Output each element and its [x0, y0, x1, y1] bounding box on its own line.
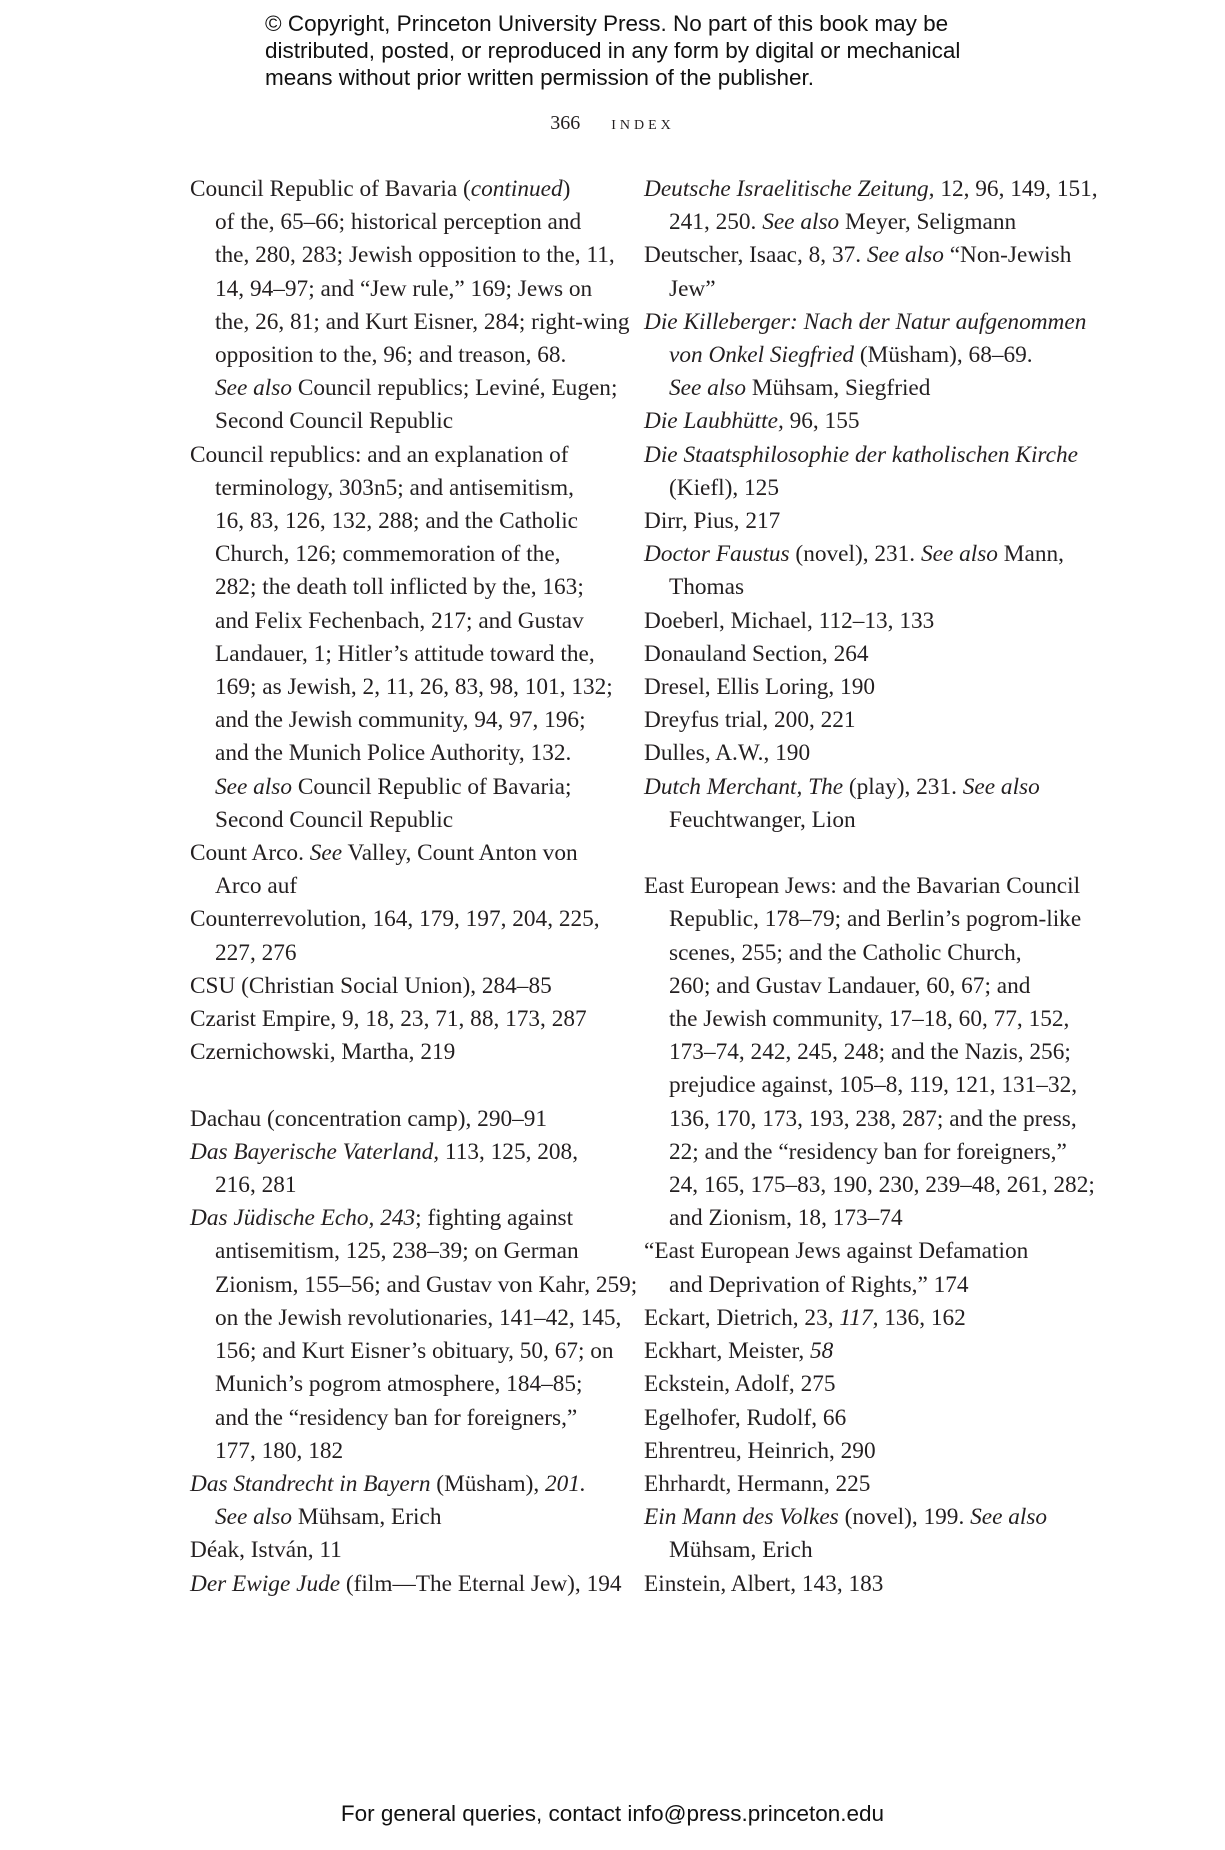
index-entry-line [644, 671, 1069, 704]
index-entry [644, 1302, 1069, 1335]
italic-text: Das Jüdische Echo, 243 [190, 1205, 416, 1232]
index-entry-continuation [190, 605, 610, 638]
italic-text: See also [866, 242, 944, 269]
index-entry [644, 1335, 1069, 1368]
entry-text: (Müsham), 68–69. [854, 342, 1033, 369]
entry-text: 173–74, 242, 245, 248; and the Nazis, 256; [669, 1039, 1071, 1066]
index-entry-continuation [190, 1501, 610, 1534]
entry-text: Mühsam, Siegfried [746, 375, 931, 402]
index-entry-continuation [644, 1202, 1069, 1235]
entry-text: 96, 155 [783, 408, 860, 435]
index-entry [644, 771, 1069, 837]
entry-text: 14, 94–97; and “Jew rule,” 169; Jews on [215, 275, 593, 302]
copyright-line: © Copyright, Princeton University Press. No part of this book may be [265, 11, 949, 36]
index-entry-line [644, 439, 1078, 472]
entry-text: (Kiefl), 125 [669, 474, 779, 501]
index-entry-line [644, 870, 1081, 903]
italic-text: Ein Mann des Volkes [644, 1504, 839, 1531]
entry-text: Church, 126; commemoration of the, [215, 541, 561, 568]
entry-text: and Zionism, 18, 173–74 [669, 1205, 903, 1232]
entry-text: Valley, Count Anton von [342, 840, 578, 867]
entry-text: and the Jewish community, 94, 97, 196; [215, 707, 586, 734]
index-entry-continuation [190, 1368, 610, 1401]
entry-text: Egelhofer, Rudolf, 66 [644, 1404, 847, 1431]
index-entry-continuation [644, 1269, 1069, 1302]
footer-contact: For general queries, contact info@press.princeton.edu [340, 1801, 885, 1826]
index-entry-continuation [190, 505, 610, 538]
index-entry-line [190, 1568, 622, 1601]
index-entry [190, 1103, 610, 1136]
index-entry [644, 173, 1098, 239]
italic-text: See also [920, 541, 998, 568]
index-entry [190, 1202, 638, 1468]
index-entry-line [644, 1335, 1069, 1368]
entry-text: (play), 231. [843, 773, 963, 800]
index-entry-line [190, 173, 610, 206]
entry-text: Thomas [669, 574, 745, 601]
italic-text: 201. [545, 1470, 586, 1497]
entry-text: and the Munich Police Authority, 132. [215, 740, 572, 767]
index-entry-continuation [644, 804, 1069, 837]
index-entry-line [644, 1302, 1069, 1335]
index-entry-line [644, 737, 1069, 770]
index-entry-line [644, 538, 1069, 571]
entry-text: Second Council Republic [215, 806, 454, 833]
index-entry-continuation [190, 306, 630, 339]
index-entry [644, 538, 1069, 604]
index-entry [644, 870, 1095, 1235]
index-entry-continuation [190, 571, 610, 604]
entry-text: “Non-Jewish [943, 242, 1072, 269]
index-entry-line [644, 306, 1087, 339]
entry-text: Mann, [997, 541, 1064, 568]
italic-text: See also [970, 1504, 1048, 1531]
index-entry-line [644, 1501, 1069, 1534]
italic-text: Der Ewige Jude [190, 1570, 341, 1597]
entry-text: prejudice against, 105–8, 119, 121, 131–32, [669, 1072, 1078, 1099]
index-entry-line [644, 605, 1069, 638]
entry-text: opposition to the, 96; and treason, 68. [215, 342, 567, 369]
index-entry [644, 1468, 1069, 1501]
index-entry-line [190, 903, 610, 936]
entry-text: antisemitism, 125, 238–39; on German [215, 1238, 579, 1265]
italic-text: See also [215, 375, 292, 402]
index-entry-line [190, 1202, 610, 1235]
entry-text: Mühsam, Erich [292, 1504, 442, 1531]
index-entry-line [644, 1368, 1069, 1401]
index-entry [644, 1368, 1069, 1401]
italic-text: See also [762, 209, 840, 236]
entry-text: and Deprivation of Rights,” 174 [669, 1271, 969, 1298]
italic-text: See also [669, 375, 746, 402]
italic-text: 117, [839, 1304, 879, 1331]
italic-text: See also [215, 1504, 292, 1531]
index-entry [644, 605, 1069, 638]
entry-text: Republic, 178–79; and Berlin’s pogrom-like [669, 906, 1082, 933]
index-entry-continuation [190, 1335, 614, 1368]
index-entry [190, 970, 610, 1003]
italic-text: von Onkel Siegfried [669, 342, 855, 369]
index-entry [190, 1534, 610, 1567]
entry-text: Landauer, 1; Hitler’s attitude toward the, [215, 640, 595, 667]
entry-text: ) [562, 176, 571, 202]
entry-text: 260; and Gustav Landauer, 60, 67; and [669, 972, 1031, 999]
page-number: 366 [550, 112, 581, 134]
entry-text: 216, 281 [215, 1172, 297, 1199]
index-entry [644, 704, 1069, 737]
entry-text: 136, 170, 173, 193, 238, 287; and the press, [669, 1105, 1077, 1132]
entry-text: 156; and Kurt Eisner’s obituary, 50, 67; on [215, 1338, 614, 1365]
index-entry [644, 306, 1087, 406]
index-entry-continuation [190, 1302, 622, 1335]
index-entry-continuation [644, 1103, 1077, 1136]
index-entry-continuation [190, 206, 610, 239]
index-entry [644, 505, 1069, 538]
entry-text: Einstein, Albert, 143, 183 [644, 1570, 884, 1597]
index-entry-continuation [190, 771, 610, 804]
entry-text: Eckstein, Adolf, 275 [644, 1371, 836, 1398]
entry-text: Munich’s pogrom atmosphere, 184–85; [215, 1371, 583, 1398]
index-entry [644, 671, 1069, 704]
index-entry-line [644, 1468, 1069, 1501]
index-entry-continuation [644, 903, 1082, 936]
copyright-line: distributed, posted, or reproduced in any form by digital or mechanical [265, 38, 961, 63]
index-entry-continuation [190, 372, 618, 405]
index-entry-continuation [190, 339, 610, 372]
entry-text: 227, 276 [215, 939, 297, 966]
italic-text: 58 [809, 1338, 834, 1365]
index-entry-line [644, 1235, 1069, 1268]
entry-text: (novel), 231. [789, 541, 921, 568]
entry-text: (novel), 199. [838, 1504, 971, 1531]
index-entry-line [644, 173, 1098, 206]
index-entry [190, 1468, 610, 1534]
entry-text: Eckart, Dietrich, 23, [644, 1304, 840, 1331]
index-entry-continuation [190, 671, 613, 704]
index-entry [190, 837, 610, 903]
index-entry-line [644, 1568, 1069, 1601]
index-entry [190, 173, 630, 439]
entry-text: 241, 250. [669, 209, 763, 236]
entry-text: scenes, 255; and the Catholic Church, [669, 939, 1022, 966]
index-entry-continuation [190, 1235, 610, 1268]
entry-text: Dreyfus trial, 200, 221 [644, 707, 856, 734]
letter-section-gap [644, 837, 1069, 870]
entry-text: Council Republic of Bavaria; [292, 773, 572, 800]
italic-text: See also [215, 773, 292, 800]
entry-text: Second Council Republic [215, 408, 454, 435]
index-entry-line [190, 1103, 610, 1136]
index-entry-continuation [190, 1269, 638, 1302]
index-entry [644, 1501, 1069, 1567]
index-entry-line [190, 1136, 610, 1169]
index-entry-continuation [644, 273, 1069, 306]
index-entry-line [644, 704, 1069, 737]
entry-text: and the “residency ban for foreigners,” [215, 1404, 578, 1431]
entry-text: CSU (Christian Social Union), 284–85 [190, 972, 552, 999]
index-entry-continuation [644, 1069, 1078, 1102]
index-entry-line [190, 1534, 610, 1567]
index-entry [644, 1402, 1069, 1435]
index-entry [644, 638, 1069, 671]
index-entry-continuation [190, 538, 610, 571]
index-entry [190, 903, 610, 969]
entry-text: Council republics; Leviné, Eugen; [292, 375, 618, 402]
index-entry [190, 439, 613, 837]
italic-text: Die Killeberger: Nach der Natur aufgenommen [644, 308, 1087, 335]
entry-text: “East European Jews against Defamation [644, 1238, 1029, 1265]
index-entry [644, 439, 1078, 505]
index-entry-continuation [644, 571, 1069, 604]
entry-text: Ehrhardt, Hermann, 225 [644, 1470, 871, 1497]
entry-text: Czarist Empire, 9, 18, 23, 71, 88, 173, 287 [190, 1006, 587, 1033]
entry-text: Dresel, Ellis Loring, 190 [644, 674, 875, 701]
index-entry-continuation [644, 1136, 1069, 1169]
index-entry-continuation [190, 472, 610, 505]
entry-text: 177, 180, 182 [215, 1437, 344, 1464]
entry-text: terminology, 303n5; and antisemitism, [215, 474, 574, 501]
index-column-right [644, 173, 1098, 1601]
index-entry-line [644, 239, 1072, 272]
italic-text: Deutsche Israelitische Zeitung, [644, 176, 935, 202]
entry-text: Counterrevolution, 164, 179, 197, 204, 225, [190, 906, 600, 933]
entry-text: 136, 162 [878, 1304, 966, 1331]
index-entry-continuation [190, 737, 610, 770]
entry-text: Deutscher, Isaac, 8, 37. [644, 242, 867, 269]
entry-text: Feuchtwanger, Lion [669, 806, 856, 833]
entry-text: on the Jewish revolutionaries, 141–42, 145, [215, 1304, 622, 1331]
section-title: index [611, 112, 675, 134]
entry-text: ; fighting against [415, 1205, 574, 1232]
entry-text: Ehrentreu, Heinrich, 290 [644, 1437, 876, 1464]
italic-text: continued [470, 176, 563, 202]
index-entry [190, 1003, 610, 1036]
entry-text: 113, 125, 208, [439, 1138, 579, 1165]
italic-text: Die Laubhütte, [644, 408, 784, 435]
italic-text: Das Standrecht in Bayern [190, 1470, 431, 1497]
entry-text: 282; the death toll inflicted by the, 163; [215, 574, 584, 601]
entry-text: 169; as Jewish, 2, 11, 26, 83, 98, 101, 132; [215, 674, 613, 701]
index-entry-continuation [190, 1169, 610, 1202]
index-entry-continuation [644, 970, 1069, 1003]
entry-text: the Jewish community, 17–18, 60, 77, 152, [669, 1006, 1070, 1033]
entry-text: 22; and the “residency ban for foreigners,” [669, 1138, 1067, 1165]
index-entry-continuation [190, 405, 610, 438]
entry-text: Jew” [669, 275, 716, 302]
entry-text: the, 280, 283; Jewish opposition to the, 11, [215, 242, 615, 269]
entry-text: Mühsam, Erich [669, 1537, 813, 1564]
index-entry-continuation [644, 1036, 1069, 1069]
entry-text: Donauland Section, 264 [644, 640, 869, 667]
entry-text: 16, 83, 126, 132, 288; and the Catholic [215, 508, 579, 535]
index-entry [190, 1568, 622, 1601]
index-entry-line [644, 638, 1069, 671]
copyright-line: means without prior written permission of the publisher. [265, 65, 815, 90]
entry-text: the, 26, 81; and Kurt Eisner, 284; right-wing [215, 308, 630, 335]
index-entry-continuation [190, 1435, 610, 1468]
entry-text: 24, 165, 175–83, 190, 230, 239–48, 261, 282; [669, 1172, 1095, 1199]
index-entry-continuation [644, 1169, 1095, 1202]
entry-text: Dirr, Pius, 217 [644, 508, 781, 535]
index-entry-continuation [190, 804, 610, 837]
italic-text: Doctor Faustus [644, 541, 790, 568]
entry-text: East European Jews: and the Bavarian Council [644, 873, 1081, 900]
entry-text: (Müsham), [430, 1470, 546, 1497]
index-entry-line [190, 1468, 610, 1501]
index-entry-line [644, 505, 1069, 538]
index-entry-continuation [190, 239, 615, 272]
index-entry-continuation [190, 638, 610, 671]
index-entry [190, 1136, 610, 1202]
index-column-left [190, 173, 638, 1601]
entry-text: Déak, István, 11 [190, 1537, 342, 1564]
index-entry-continuation [644, 1534, 1069, 1567]
index-entry-continuation [644, 206, 1069, 239]
index-entry-line [644, 1402, 1069, 1435]
index-entry-continuation [190, 704, 610, 737]
index-entry [644, 1235, 1069, 1301]
italic-text: Das Bayerische Vaterland, [190, 1138, 440, 1165]
italic-text: Die Staatsphilosophie der katholischen Kirche [644, 441, 1078, 468]
index-entry [190, 1036, 610, 1069]
entry-text: Dulles, A.W., 190 [644, 740, 811, 767]
index-entry-line [644, 771, 1069, 804]
index-entry-continuation [190, 870, 610, 903]
entry-text: Dachau (concentration camp), 290–91 [190, 1105, 548, 1132]
index-entry-continuation [190, 273, 610, 306]
index-entry-continuation [190, 1402, 610, 1435]
index-entry [644, 239, 1072, 305]
index-entry-continuation [644, 372, 1069, 405]
copyright-notice [265, 10, 1065, 91]
entry-text: of the, 65–66; historical perception and [215, 209, 582, 236]
entry-text: Council republics: and an explanation of [190, 441, 569, 468]
entry-text: (film—The Eternal Jew), 194 [340, 1570, 622, 1597]
italic-text: See also [962, 773, 1040, 800]
entry-text: and Felix Fechenbach, 217; and Gustav [215, 607, 584, 634]
index-entry-line [190, 1036, 610, 1069]
index-entry [644, 1568, 1069, 1601]
entry-text: Zionism, 155–56; and Gustav von Kahr, 259; [215, 1271, 638, 1298]
index-entry-continuation [644, 472, 1069, 505]
index-entry-line [190, 439, 610, 472]
entry-text: 12, 96, 149, 151, [934, 176, 1098, 202]
italic-text: See [309, 840, 343, 867]
index-entry-continuation [644, 339, 1069, 372]
index-entry [644, 737, 1069, 770]
entry-text: Eckhart, Meister, [644, 1338, 810, 1365]
index-entry-continuation [644, 937, 1069, 970]
index-entry-line [190, 970, 610, 1003]
entry-text: Council Republic of Bavaria ( [190, 176, 471, 202]
letter-section-gap [190, 1069, 610, 1102]
entry-text: Arco auf [215, 873, 298, 900]
index-entry-line [190, 1003, 610, 1036]
entry-text: Meyer, Seligmann [839, 209, 1017, 236]
running-head [0, 112, 1225, 135]
entry-text: Doeberl, Michael, 112–13, 133 [644, 607, 935, 634]
index-entry-line [644, 405, 1069, 438]
index-entry [644, 405, 1069, 438]
index-entry-line [644, 1435, 1069, 1468]
index-entry-continuation [644, 1003, 1069, 1036]
index-entry-continuation [190, 937, 610, 970]
italic-text: Dutch Merchant, The [644, 773, 844, 800]
index-entry-line [190, 837, 610, 870]
entry-text: Czernichowski, Martha, 219 [190, 1039, 456, 1066]
entry-text: Count Arco. [190, 840, 310, 867]
index-entry [644, 1435, 1069, 1468]
